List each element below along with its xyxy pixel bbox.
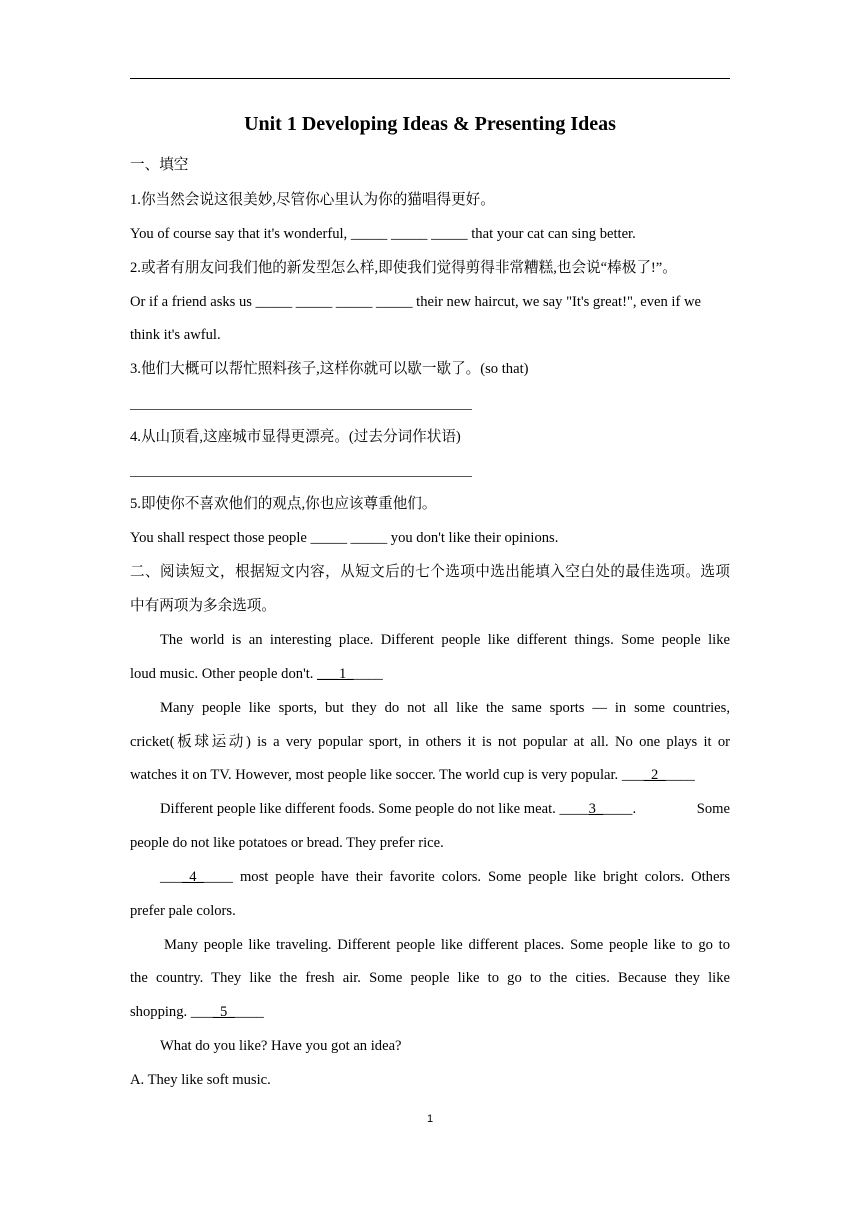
q2-chinese: 2.或者有朋友问我们他的新发型怎么样,即使我们觉得剪得非常糟糕,也会说“棒极了!”。: [130, 260, 677, 276]
document-title: Unit 1 Developing Ideas & Presenting Ideas: [244, 113, 616, 135]
q2-english-line2: think it's awful.: [130, 327, 221, 343]
para5-line2: the country. They like the fresh air. Some people like to go to the cities. Because they like: [130, 970, 730, 986]
para2-text: watches it on TV. However, most people like soccer. The world cup is very popular.: [130, 767, 619, 783]
q2-english-line1: Or if a friend asks us _____ _____ _____ _____ their new haircut, we say "It's great!", even if we: [130, 294, 701, 310]
para6: What do you like? Have you got an idea?: [160, 1038, 402, 1054]
q4-chinese: 4.从山顶看,这座城市显得更漂亮。(过去分词作状语): [130, 429, 461, 445]
para4-line2: prefer pale colors.: [130, 903, 236, 919]
para3-line2: people do not like potatoes or bread. They prefer rice.: [130, 835, 444, 851]
para3-text: Different people like different foods. Some people do not like meat.: [160, 801, 556, 817]
blank-5[interactable]: _5_: [212, 1004, 235, 1020]
section1-heading: 一、填空: [130, 157, 189, 173]
para4-line1: ____4_____ most people have their favorite colors. Some people like bright colors. Others: [160, 869, 730, 885]
q3-chinese: 3.他们大概可以帮忙照料孩子,这样你就可以歇一歇了。(so that): [130, 361, 529, 377]
para5-line1: Many people like traveling. Different people like different places. Some people like to go to: [164, 937, 730, 953]
q3-answer-line[interactable]: [130, 409, 472, 410]
option-a: A. They like soft music.: [130, 1072, 271, 1088]
para1-line2: loud music. Other people don't. ___1_____: [130, 666, 383, 682]
blank-4[interactable]: _4_: [181, 869, 204, 885]
q5-chinese: 5.即使你不喜欢他们的观点,你也应该尊重他们。: [130, 496, 437, 512]
q5-english: You shall respect those people _____ _____ you don't like their opinions.: [130, 530, 559, 546]
section2-heading-line2: 中有两项为多余选项。: [130, 598, 276, 614]
blank-2[interactable]: _2_: [643, 767, 666, 783]
para2-line3: watches it on TV. However, most people like soccer. The world cup is very popular. ____2_____: [130, 767, 695, 783]
page-number: 1: [426, 1113, 434, 1125]
para1-text: loud music. Other people don't.: [130, 666, 314, 682]
para3-tail: Some: [696, 801, 730, 817]
para3-line1: Different people like different foods. Some people do not like meat. ____3_____. Some: [160, 801, 730, 817]
q4-answer-line[interactable]: [130, 476, 472, 477]
blank-3[interactable]: 3_: [588, 801, 604, 817]
para5-line3: shopping. ____5_____: [130, 1004, 264, 1020]
blank-1[interactable]: ___1_: [317, 666, 354, 682]
header-rule: [130, 78, 730, 79]
para2-line2: cricket(板球运动) is a very popular sport, in others it is not popular at all. No one plays it or: [130, 734, 730, 750]
para4-text: most people have their favorite colors. Some people like bright colors. Others: [239, 869, 730, 885]
para2-line1: Many people like sports, but they do not all like the same sports — in some countries,: [160, 700, 730, 716]
section2-heading-line1: 二、阅读短文，根据短文内容，从短文后的七个选项中选出能填入空白处的最佳选项。选项: [130, 564, 730, 580]
para1-line1: The world is an interesting place. Different people like different things. Some people like: [160, 632, 730, 648]
para5-text: shopping.: [130, 1004, 188, 1020]
q1-english: You of course say that it's wonderful, _____ _____ _____ that your cat can sing better.: [130, 226, 636, 242]
q1-chinese: 1.你当然会说这很美妙,尽管你心里认为你的猫唱得更好。: [130, 192, 495, 208]
